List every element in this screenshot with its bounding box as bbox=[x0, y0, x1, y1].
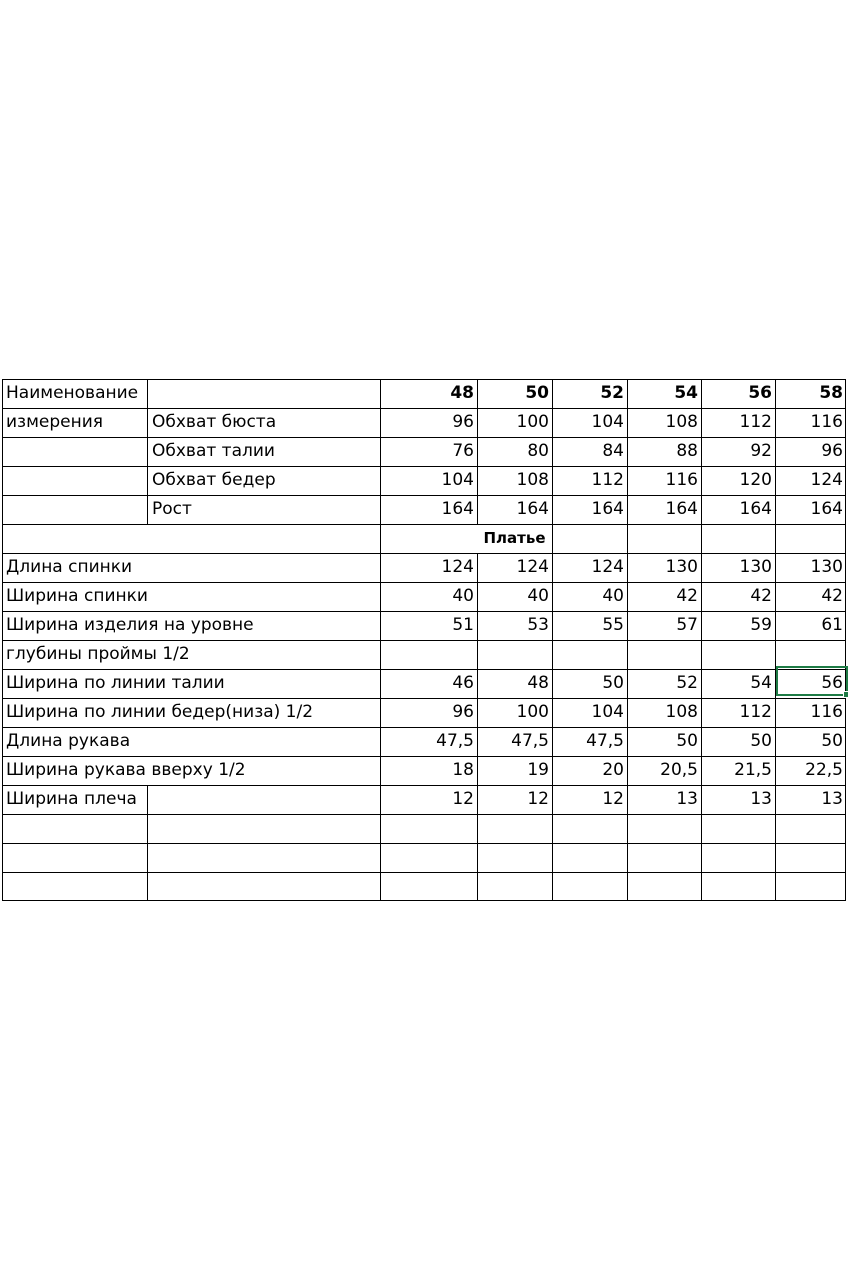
value-cell[interactable]: 164 bbox=[739, 499, 772, 519]
value-cell[interactable]: 100 bbox=[516, 412, 549, 432]
product-measure-name[interactable]: Ширина рукава вверху 1/2 bbox=[6, 760, 246, 780]
grid-column-line bbox=[2, 379, 3, 901]
selected-cell-outline bbox=[776, 666, 848, 696]
value-cell[interactable]: 21,5 bbox=[734, 760, 772, 780]
value-cell[interactable]: 164 bbox=[810, 499, 843, 519]
value-cell[interactable]: 22,5 bbox=[805, 760, 843, 780]
grid-column-line bbox=[147, 785, 148, 814]
size-50-header[interactable]: 50 bbox=[525, 383, 549, 403]
empty-cell[interactable] bbox=[2, 495, 147, 524]
product-row bbox=[2, 611, 846, 640]
empty-cell[interactable] bbox=[2, 437, 147, 466]
grid-column-line bbox=[552, 379, 553, 901]
grid-row-line bbox=[2, 553, 846, 554]
value-cell[interactable]: 51 bbox=[452, 615, 474, 635]
value-cell[interactable]: 57 bbox=[676, 615, 698, 635]
grid-column-line bbox=[147, 814, 148, 872]
value-cell[interactable]: 96 bbox=[821, 441, 843, 461]
product-row bbox=[2, 582, 846, 611]
product-row bbox=[2, 640, 846, 669]
value-cell[interactable]: 12 bbox=[602, 789, 624, 809]
header-row bbox=[2, 379, 846, 408]
value-cell[interactable]: 164 bbox=[591, 499, 624, 519]
product-row bbox=[2, 785, 846, 814]
section-row bbox=[2, 524, 846, 553]
value-cell[interactable]: 124 bbox=[441, 557, 474, 577]
value-cell[interactable]: 164 bbox=[665, 499, 698, 519]
product-measure-name[interactable]: глубины проймы 1/2 bbox=[6, 644, 190, 664]
value-cell[interactable]: 112 bbox=[591, 470, 624, 490]
value-cell[interactable]: 12 bbox=[527, 789, 549, 809]
value-cell[interactable]: 100 bbox=[516, 702, 549, 722]
grid-column-line bbox=[147, 872, 148, 901]
grid-row-line bbox=[2, 814, 846, 815]
grid-row-line bbox=[2, 582, 846, 583]
value-cell[interactable]: 130 bbox=[810, 557, 843, 577]
value-cell[interactable]: 76 bbox=[452, 441, 474, 461]
value-cell[interactable]: 50 bbox=[676, 731, 698, 751]
value-cell[interactable]: 84 bbox=[602, 441, 624, 461]
value-cell[interactable]: 42 bbox=[750, 586, 772, 606]
value-cell[interactable]: 61 bbox=[821, 615, 843, 635]
value-cell[interactable]: 108 bbox=[516, 470, 549, 490]
product-row bbox=[2, 669, 846, 698]
product-row bbox=[2, 698, 846, 727]
value-cell[interactable]: 104 bbox=[441, 470, 474, 490]
value-cell[interactable]: 13 bbox=[750, 789, 772, 809]
measurement-row bbox=[2, 437, 846, 466]
value-cell[interactable]: 13 bbox=[676, 789, 698, 809]
product-measure-name[interactable]: Ширина по линии бедер(низа) 1/2 bbox=[6, 702, 314, 722]
product-row bbox=[2, 553, 846, 582]
grid-row-line bbox=[2, 843, 846, 844]
grid-column-line bbox=[477, 379, 478, 524]
value-cell[interactable]: 46 bbox=[452, 673, 474, 693]
value-cell[interactable]: 104 bbox=[591, 702, 624, 722]
grid-row-line bbox=[2, 466, 846, 467]
product-measure-name[interactable]: Ширина плеча bbox=[6, 789, 137, 809]
grid-row-line bbox=[2, 495, 846, 496]
value-cell[interactable]: 92 bbox=[750, 441, 772, 461]
empty-row[interactable] bbox=[2, 843, 846, 872]
empty-row[interactable] bbox=[2, 814, 846, 843]
measurement-row bbox=[2, 466, 846, 495]
grid-row-line bbox=[2, 640, 846, 641]
value-cell[interactable]: 124 bbox=[810, 470, 843, 490]
value-cell[interactable]: 20,5 bbox=[660, 760, 698, 780]
value-cell[interactable]: 40 bbox=[452, 586, 474, 606]
measurement-group-label[interactable]: измерения bbox=[6, 412, 104, 432]
value-cell[interactable]: 48 bbox=[527, 673, 549, 693]
value-cell[interactable]: 13 bbox=[821, 789, 843, 809]
measurement-name[interactable]: Обхват талии bbox=[152, 441, 275, 461]
value-cell[interactable] bbox=[627, 640, 701, 669]
product-row bbox=[2, 756, 846, 785]
value-cell[interactable] bbox=[701, 640, 775, 669]
value-cell[interactable] bbox=[380, 640, 477, 669]
value-cell[interactable]: 52 bbox=[676, 673, 698, 693]
section-title[interactable]: Платье bbox=[483, 529, 546, 547]
size-52-header[interactable]: 52 bbox=[600, 383, 624, 403]
value-cell[interactable]: 130 bbox=[739, 557, 772, 577]
value-cell[interactable]: 50 bbox=[821, 731, 843, 751]
value-cell[interactable]: 104 bbox=[591, 412, 624, 432]
value-cell[interactable] bbox=[775, 640, 846, 669]
empty-row[interactable] bbox=[2, 872, 846, 901]
value-cell[interactable]: 108 bbox=[665, 412, 698, 432]
value-cell[interactable]: 40 bbox=[527, 586, 549, 606]
value-cell[interactable]: 42 bbox=[821, 586, 843, 606]
value-cell[interactable]: 18 bbox=[452, 760, 474, 780]
grid-row-line bbox=[2, 379, 846, 380]
value-cell[interactable]: 112 bbox=[739, 412, 772, 432]
measurement-name[interactable]: Обхват бюста bbox=[152, 412, 277, 432]
value-cell[interactable] bbox=[477, 640, 552, 669]
value-cell[interactable]: 130 bbox=[665, 557, 698, 577]
value-cell[interactable]: 120 bbox=[739, 470, 772, 490]
grid-row-line bbox=[2, 785, 846, 786]
measurement-row bbox=[2, 495, 846, 524]
value-cell[interactable]: 47,5 bbox=[586, 731, 624, 751]
value-cell[interactable]: 80 bbox=[527, 441, 549, 461]
product-measure-name[interactable]: Длина рукава bbox=[6, 731, 131, 751]
value-cell[interactable]: 50 bbox=[750, 731, 772, 751]
grid-row-line bbox=[2, 669, 846, 670]
product-measure-name[interactable]: Длина спинки bbox=[6, 557, 133, 577]
value-cell[interactable]: 164 bbox=[441, 499, 474, 519]
value-cell[interactable]: 50 bbox=[602, 673, 624, 693]
fill-handle[interactable] bbox=[843, 691, 848, 698]
measurement-name[interactable]: Обхват бедер bbox=[152, 470, 276, 490]
grid-row-line bbox=[2, 437, 846, 438]
value-cell[interactable]: 40 bbox=[602, 586, 624, 606]
value-cell[interactable]: 47,5 bbox=[436, 731, 474, 751]
value-cell[interactable]: 53 bbox=[527, 615, 549, 635]
selected-value-cell[interactable]: 56 bbox=[821, 673, 843, 693]
grid-column-line bbox=[845, 379, 846, 901]
value-cell[interactable]: 88 bbox=[676, 441, 698, 461]
grid-column-line bbox=[477, 553, 478, 901]
grid-row-line bbox=[2, 698, 846, 699]
value-cell[interactable]: 108 bbox=[665, 702, 698, 722]
value-cell[interactable]: 112 bbox=[739, 702, 772, 722]
value-cell[interactable]: 55 bbox=[602, 615, 624, 635]
header-empty-cell[interactable] bbox=[147, 379, 380, 408]
measurement-name[interactable]: Рост bbox=[152, 499, 192, 519]
size-48-header[interactable]: 48 bbox=[450, 383, 474, 403]
product-measure-name[interactable]: Ширина спинки bbox=[6, 586, 148, 606]
value-cell[interactable]: 124 bbox=[516, 557, 549, 577]
grid-column-line bbox=[147, 379, 148, 524]
value-cell[interactable]: 19 bbox=[527, 760, 549, 780]
size-54-header[interactable]: 54 bbox=[674, 383, 698, 403]
header-label-cell[interactable]: Наименование bbox=[6, 383, 139, 403]
grid-row-line bbox=[2, 727, 846, 728]
grid-row-line bbox=[2, 611, 846, 612]
product-row bbox=[2, 727, 846, 756]
grid-row-line bbox=[2, 756, 846, 757]
value-cell[interactable] bbox=[552, 640, 627, 669]
value-cell[interactable]: 59 bbox=[750, 615, 772, 635]
value-cell[interactable]: 116 bbox=[665, 470, 698, 490]
value-cell[interactable]: 12 bbox=[452, 789, 474, 809]
grid-row-line bbox=[2, 900, 846, 901]
value-cell[interactable]: 96 bbox=[452, 702, 474, 722]
grid-column-line bbox=[380, 379, 381, 901]
value-cell[interactable]: 116 bbox=[810, 412, 843, 432]
product-measure-name[interactable]: Ширина изделия на уровне bbox=[6, 615, 254, 635]
value-cell[interactable]: 47,5 bbox=[511, 731, 549, 751]
value-cell[interactable]: 54 bbox=[750, 673, 772, 693]
measurement-row bbox=[2, 408, 846, 437]
grid-column-line bbox=[627, 379, 628, 901]
grid-row-line bbox=[2, 408, 846, 409]
size-58-header[interactable]: 58 bbox=[819, 383, 843, 403]
product-measure-name[interactable]: Ширина по линии талии bbox=[6, 673, 225, 693]
grid-row-line bbox=[2, 872, 846, 873]
value-cell[interactable]: 20 bbox=[602, 760, 624, 780]
empty-cell[interactable] bbox=[2, 466, 147, 495]
value-cell[interactable]: 124 bbox=[591, 557, 624, 577]
size-56-header[interactable]: 56 bbox=[748, 383, 772, 403]
grid-column-line bbox=[701, 379, 702, 901]
value-cell[interactable]: 116 bbox=[810, 702, 843, 722]
value-cell[interactable]: 96 bbox=[452, 412, 474, 432]
grid-row-line bbox=[2, 524, 846, 525]
value-cell[interactable]: 164 bbox=[516, 499, 549, 519]
value-cell[interactable]: 42 bbox=[676, 586, 698, 606]
grid-column-line bbox=[775, 379, 776, 901]
size-table bbox=[2, 379, 846, 896]
